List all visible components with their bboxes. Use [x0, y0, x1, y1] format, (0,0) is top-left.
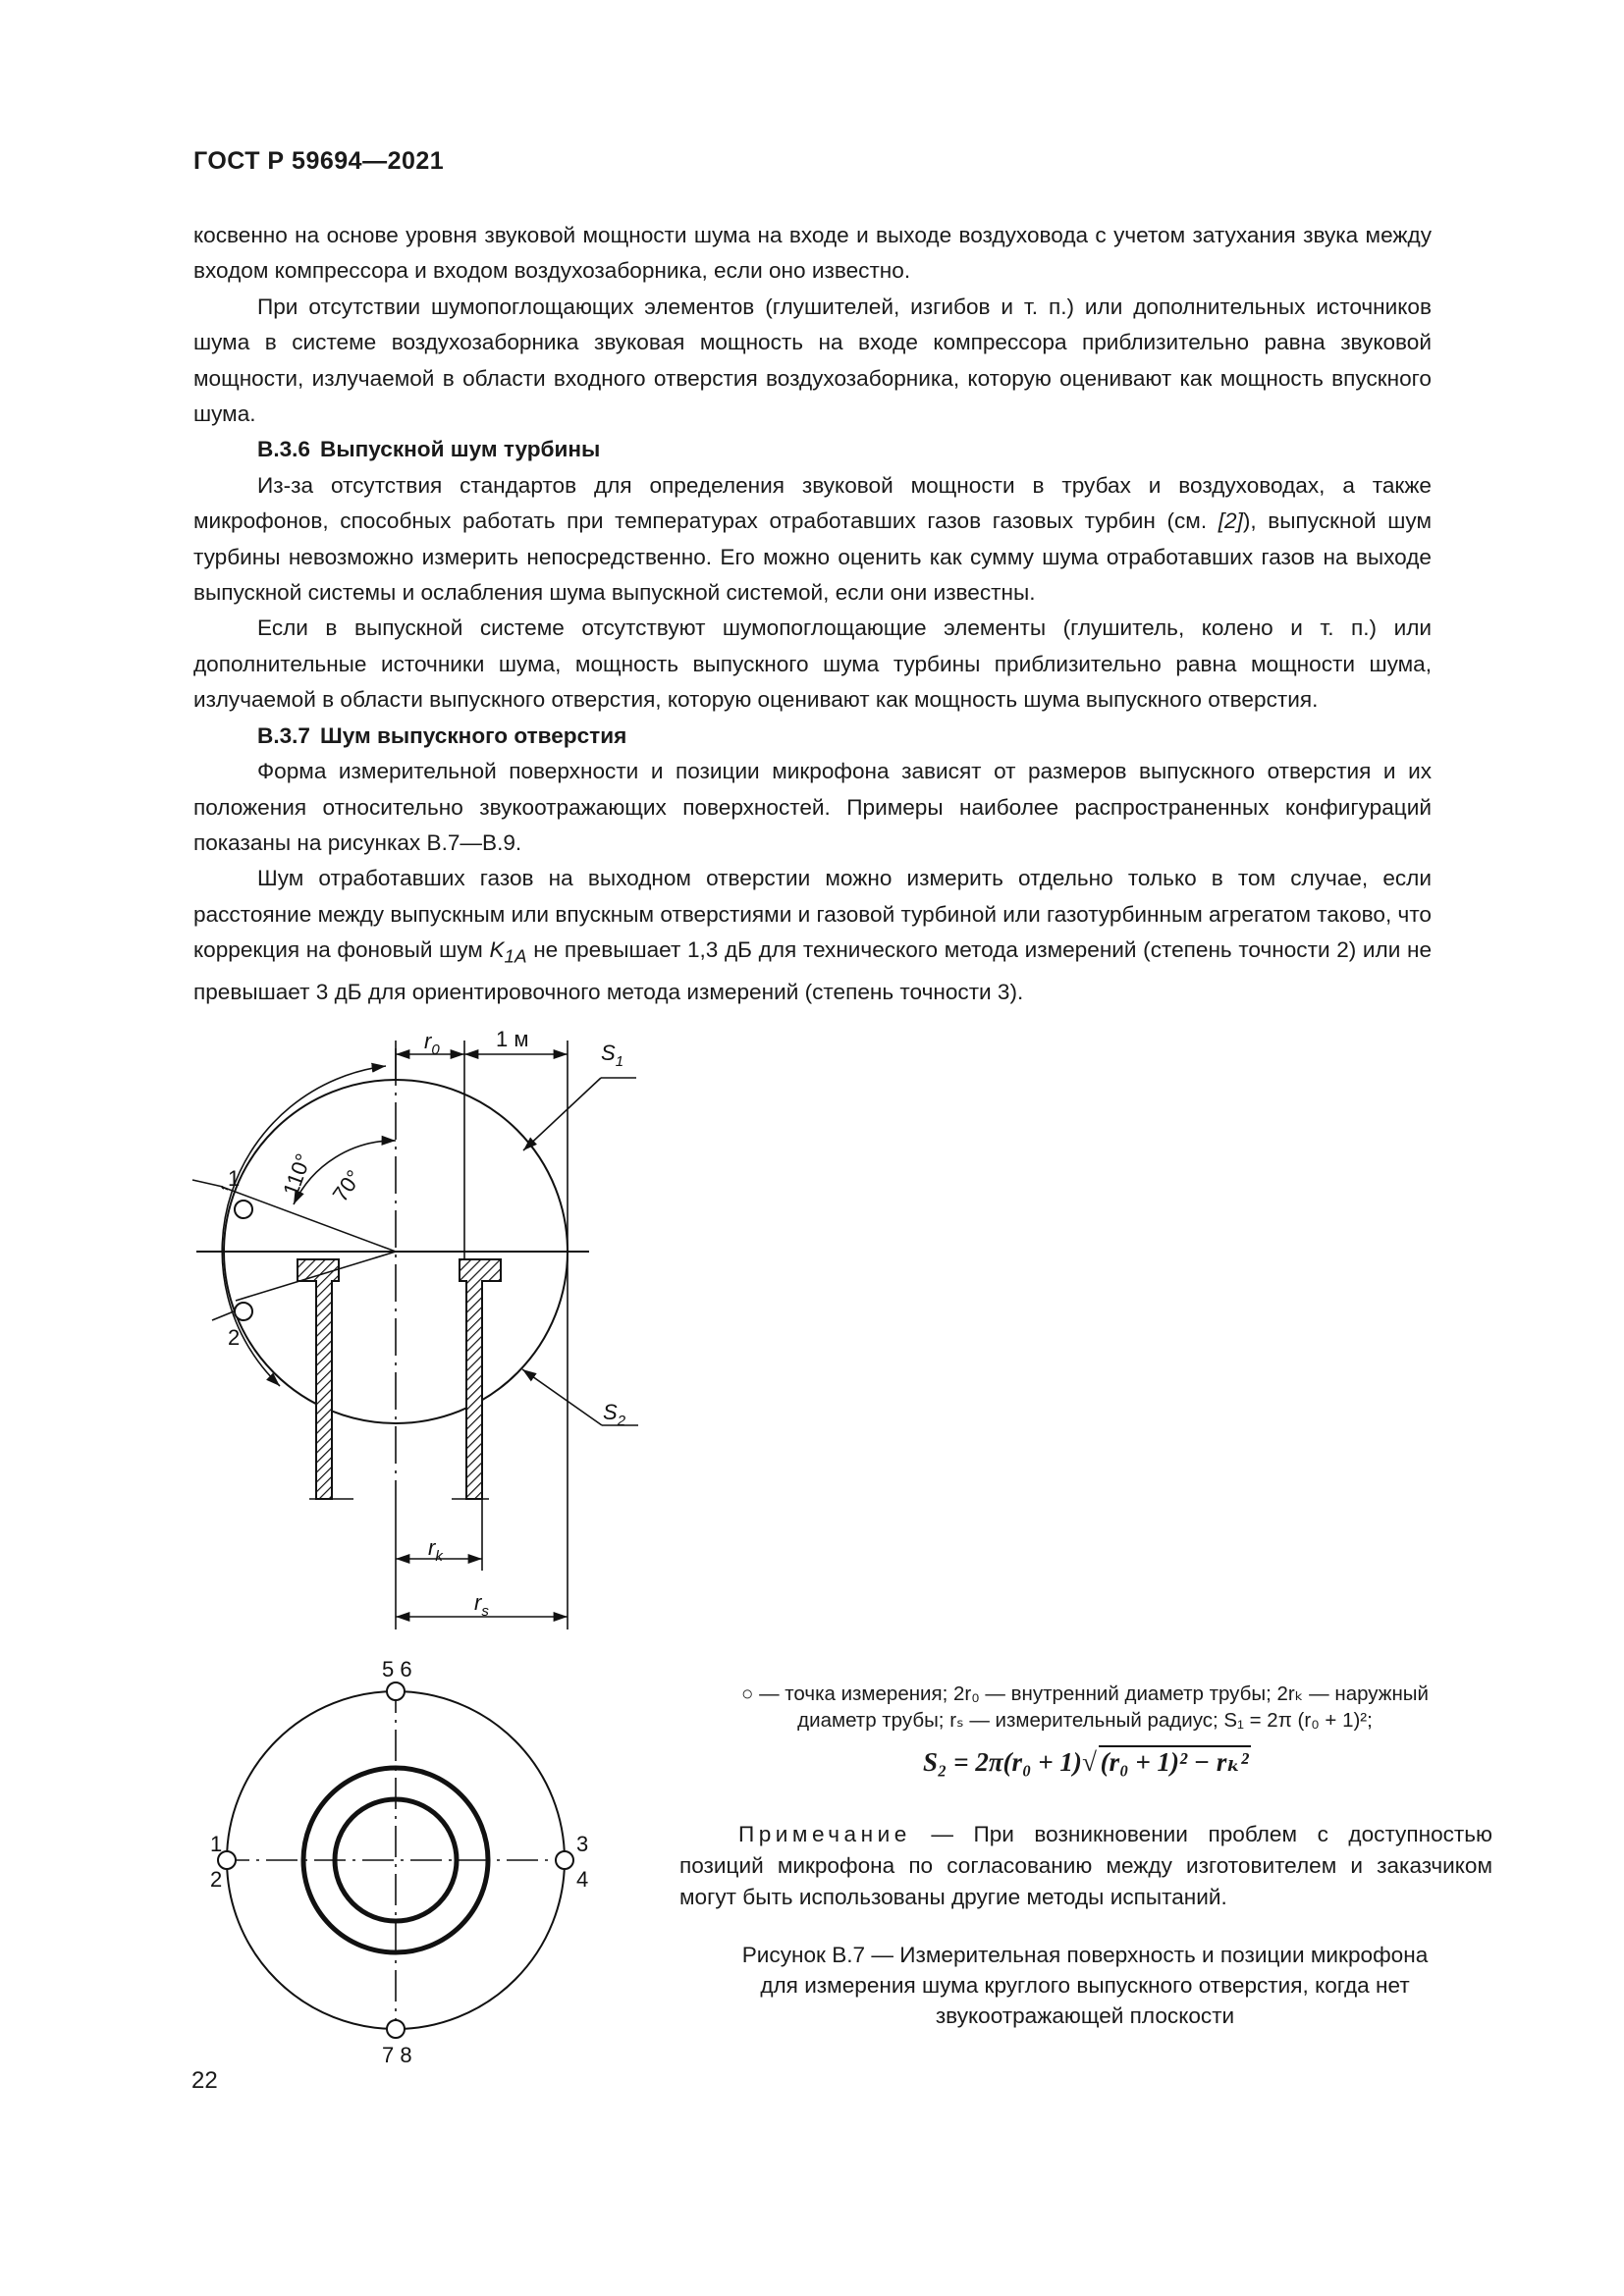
label-point-2: 2	[228, 1325, 241, 1350]
paragraph: косвенно на основе уровня звуковой мощности шума на входе и выходе воздуховода с учетом затухания звука между входом компрессора и входом воздухозаборника, если оно известно.	[193, 223, 1432, 284]
label-point-1-plan: 1	[210, 1832, 223, 1856]
note-label: Примечание	[738, 1822, 911, 1846]
paragraph: При отсутствии шумопоглощающих элементов (глушителей, изгибов и т. п.) или дополнительных источников шума в системе воздухозаборника звуковая мощность на входе компрессора приблизительно равна звуковой мощности, излучаемой в области входного отверстия воздухозаборника, которую оценивают как мощность впускного шума.	[193, 294, 1432, 427]
plan-mic-point-top	[387, 1682, 405, 1700]
side-view-labels	[228, 1027, 626, 1620]
plan-view-labels	[210, 1657, 588, 2067]
label-s2: $S_2$	[603, 1400, 626, 1429]
note-text: — При возникновении проблем с доступностью позиций микрофона по согласованию между изготовителем и заказчиком могут быть использованы другие методы испытаний.	[679, 1822, 1492, 1909]
label-rs: $r_s$	[474, 1590, 489, 1620]
pipe-wall-left	[298, 1259, 339, 1499]
label-point-3-plan: 3	[576, 1832, 589, 1856]
mic-point-1	[235, 1201, 252, 1218]
legend-line: диаметр трубы; rₛ — измерительный радиус; S₁ = 2π (r₀ + 1)²;	[797, 1709, 1373, 1732]
side-view	[192, 1041, 638, 1629]
label-points-5-6: 5 6	[382, 1657, 412, 1682]
document-id: ГОСТ Р 59694—2021	[193, 147, 445, 175]
page-number: 22	[191, 2067, 218, 2094]
s1-leader	[523, 1078, 601, 1150]
paragraph: Форма измерительной поверхности и позиции микрофона зависят от размеров выпускного отверстия и их положения относительно звукоотражающих поверхностей. Примеры наиболее распространенных конфигураций показаны на рисунках B.7—B.9.	[193, 759, 1432, 855]
figure-legend	[677, 1681, 1492, 1734]
label-r0: $r_0$	[424, 1029, 440, 1058]
reference-link[interactable]: [2]	[1218, 508, 1243, 534]
section-heading: B.3.6 Выпускной шум турбины	[257, 437, 601, 462]
paragraph: Из-за отсутствия стандартов для определения звуковой мощности в трубах и воздуховодах, а также микрофонов, способных работать при температурах отработавших газов газовых турбин (см. [2]), выпускной шум турбины невозможно измерить непосредственно. Его можно оценить как сумму шума отработавших газов на выходе выпускной системы и ослабления шума выпускной системой, если они известны.	[193, 472, 1432, 606]
paragraph: Если в выпускной системе отсутствуют шумопоглощающие элементы (глушитель, колено и т. п.) или дополнительные источники шума, мощность выпускного шума турбины приблизительно равна мощности шума, излучаемой в области выпускного отверстия, которую оценивают как мощность шума выпускного отверстия.	[193, 615, 1432, 713]
paragraph: Шум отработавших газов на выходном отверстии можно измерить отдельно только в том случае, если расстояние между выпускным или впускным отверстиями и газовой турбиной или газотурбинным агрегатом таково, что коррекция на фоновый шум $K_{1A}$ не превышает 1,3 дБ для технического метода измерений (степень точности 2) или не превышает 3 дБ для ориентировочного метода измерений (степень точности 3).	[193, 866, 1433, 1005]
angle-line-110	[222, 1187, 396, 1252]
label-points-7-8: 7 8	[382, 2043, 412, 2067]
plan-mic-point-bottom	[387, 2020, 405, 2038]
label-angle-70: 70°	[327, 1165, 367, 1206]
s2-leader	[522, 1369, 602, 1425]
plan-view	[218, 1682, 573, 2039]
figure-caption: Рисунок B.7 — Измерительная поверхность и позиции микрофона для измерения шума круглого выпускного отверстия, когда нет звукоотражающей плоскости	[741, 1943, 1429, 2028]
formula-s2: S₂ = 2π(r₀ + 1)√ (r₀ + 1)² − rₖ²	[923, 1747, 1249, 1777]
figure-note	[679, 1819, 1492, 1913]
pipe-wall-right	[460, 1259, 501, 1499]
section-heading: B.3.7 Шум выпускного отверстия	[257, 722, 627, 748]
label-point-1: 1	[228, 1166, 241, 1191]
label-1m: 1 м	[496, 1027, 529, 1051]
label-point-2-plan: 2	[210, 1867, 223, 1892]
label-rk: $r_k$	[428, 1535, 443, 1565]
mic-point-2	[235, 1303, 252, 1320]
label-angle-110: 110°	[278, 1149, 316, 1200]
plan-mic-point-right	[556, 1851, 573, 1869]
legend-line: ○ — точка измерения; 2r₀ — внутренний диаметр трубы; 2rₖ — наружный	[741, 1682, 1429, 1705]
label-s1: $S_1$	[601, 1041, 624, 1070]
label-point-4-plan: 4	[576, 1867, 589, 1892]
